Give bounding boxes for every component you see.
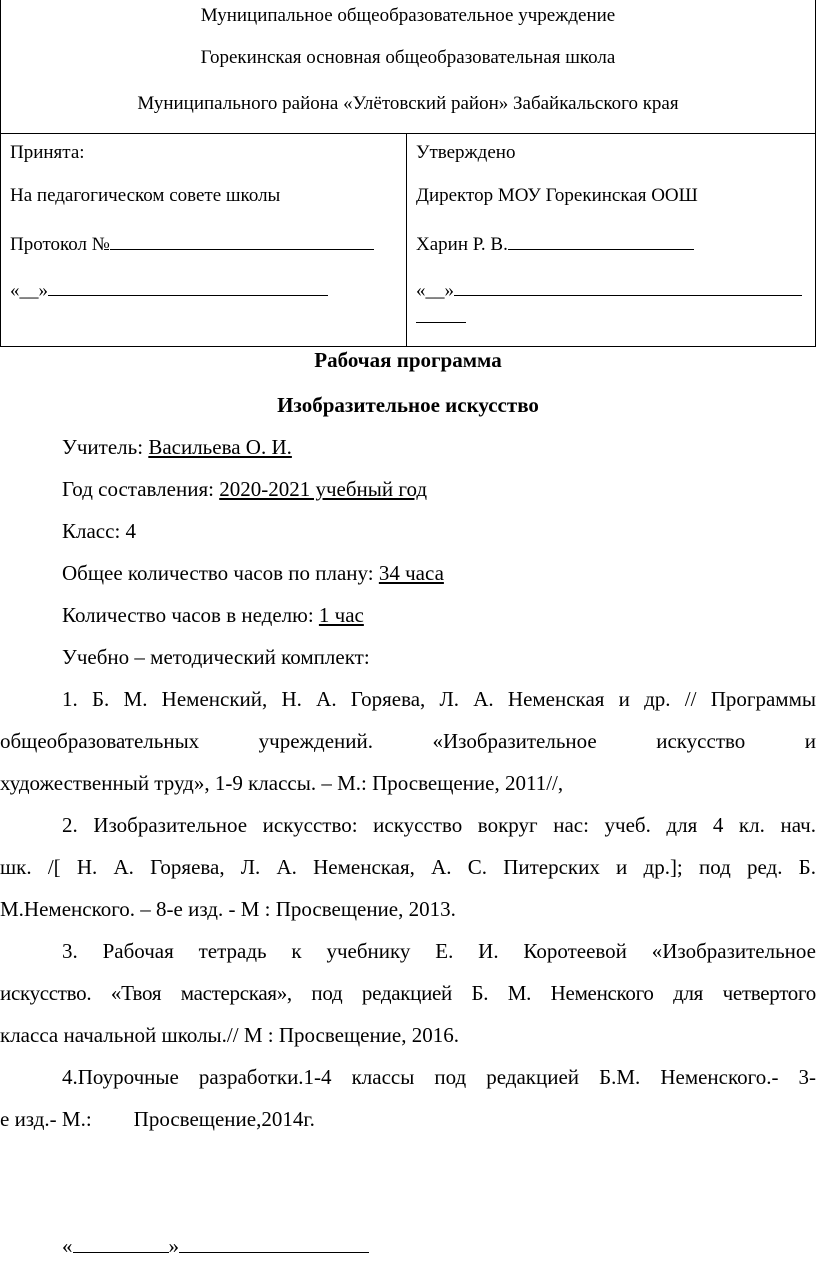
footer-date-close: » <box>168 1234 179 1258</box>
reference-3-line-3: класса начальной школы.// М : Просвещение, 2016. <box>0 1023 459 1047</box>
hours-week-label: Количество часов в неделю: <box>62 603 319 627</box>
reference-3-line-2: искусство. «Твоя мастерская», под редакцией Б. М. Неменского для четвертого <box>0 981 816 1005</box>
approved-title: Утверждено <box>416 142 516 163</box>
footer-day-blank <box>73 1232 169 1253</box>
director-name-line <box>416 231 694 257</box>
director-text: Директор МОУ Горекинская ООШ <box>416 185 698 206</box>
hours-total-value: 34 часа <box>378 561 444 585</box>
accepted-date-line <box>10 277 328 303</box>
hours-week-value: 1 час <box>318 603 364 627</box>
year-label: Год составления: <box>62 477 220 501</box>
teacher-value: Васильева О. И. <box>148 435 292 459</box>
signature-blank <box>508 231 694 250</box>
protocol-blank <box>110 231 374 250</box>
reference-1-line-1: 1. Б. М. Неменский, Н. А. Горяева, Л. А. Неменская и др. // Программы <box>62 687 816 711</box>
approved-date-blank-continued <box>416 304 466 323</box>
reference-4-line-2: е изд.- М.: Просвещение,2014г. <box>0 1107 315 1131</box>
accepted-title: Принята: <box>10 142 85 163</box>
reference-1-line-2: общеобразовательных учреждений. «Изобразительное искусство и <box>0 729 816 753</box>
kit-label: Учебно – методический комплект: <box>62 645 370 669</box>
reference-2-line-1: 2. Изобразительное искусство: искусство вокруг нас: учеб. для 4 кл. нач. <box>62 813 816 837</box>
footer-date-open: « <box>62 1234 73 1258</box>
teacher-line <box>62 434 292 460</box>
document-title: Рабочая программа <box>314 348 502 372</box>
footer-date-line <box>62 1232 369 1259</box>
institution-name: Муниципальное общеобразовательное учреждение <box>200 5 616 26</box>
director-name: Харин Р. В. <box>416 234 508 255</box>
year-line <box>62 476 427 502</box>
reference-2-line-3: М.Неменского. – 8-е изд. - М : Просвещение, 2013. <box>0 897 456 921</box>
column-divider <box>406 134 407 346</box>
hours-total-label: Общее количество часов по плану: <box>62 561 379 585</box>
subject-title: Изобразительное искусство <box>277 393 539 417</box>
protocol-line <box>10 231 374 257</box>
footer-month-blank <box>179 1232 369 1253</box>
accepted-date-open: «__» <box>10 280 48 301</box>
hours-total-line <box>62 560 444 586</box>
council-text: На педагогическом совете школы <box>10 185 281 206</box>
approved-date-blank <box>454 277 802 296</box>
school-name: Горекинская основная общеобразовательная школа <box>200 47 616 68</box>
accepted-date-blank <box>48 277 328 296</box>
approved-date-open: «__» <box>416 280 454 301</box>
reference-2-line-2: шк. /[ Н. А. Горяева, Л. А. Неменская, А. С. Питерских и др.]; под ред. Б. <box>0 855 816 879</box>
teacher-label: Учитель: <box>62 435 149 459</box>
year-value: 2020-2021 учебный год <box>219 477 428 501</box>
class-line: Класс: 4 <box>62 519 137 543</box>
approved-date-line <box>416 277 802 303</box>
reference-3-line-1: 3. Рабочая тетрадь к учебнику Е. И. Коротеевой «Изобразительное <box>62 939 816 963</box>
district-name: Муниципального района «Улётовский район» Забайкальского края <box>137 93 679 114</box>
reference-1-line-3: художественный труд», 1-9 классы. – М.: Просвещение, 2011//, <box>0 771 564 795</box>
protocol-label: Протокол № <box>10 234 110 255</box>
reference-4-line-1: 4.Поурочные разработки.1-4 классы под редакцией Б.М. Неменского.- 3- <box>62 1065 816 1089</box>
hours-week-line <box>62 602 364 628</box>
